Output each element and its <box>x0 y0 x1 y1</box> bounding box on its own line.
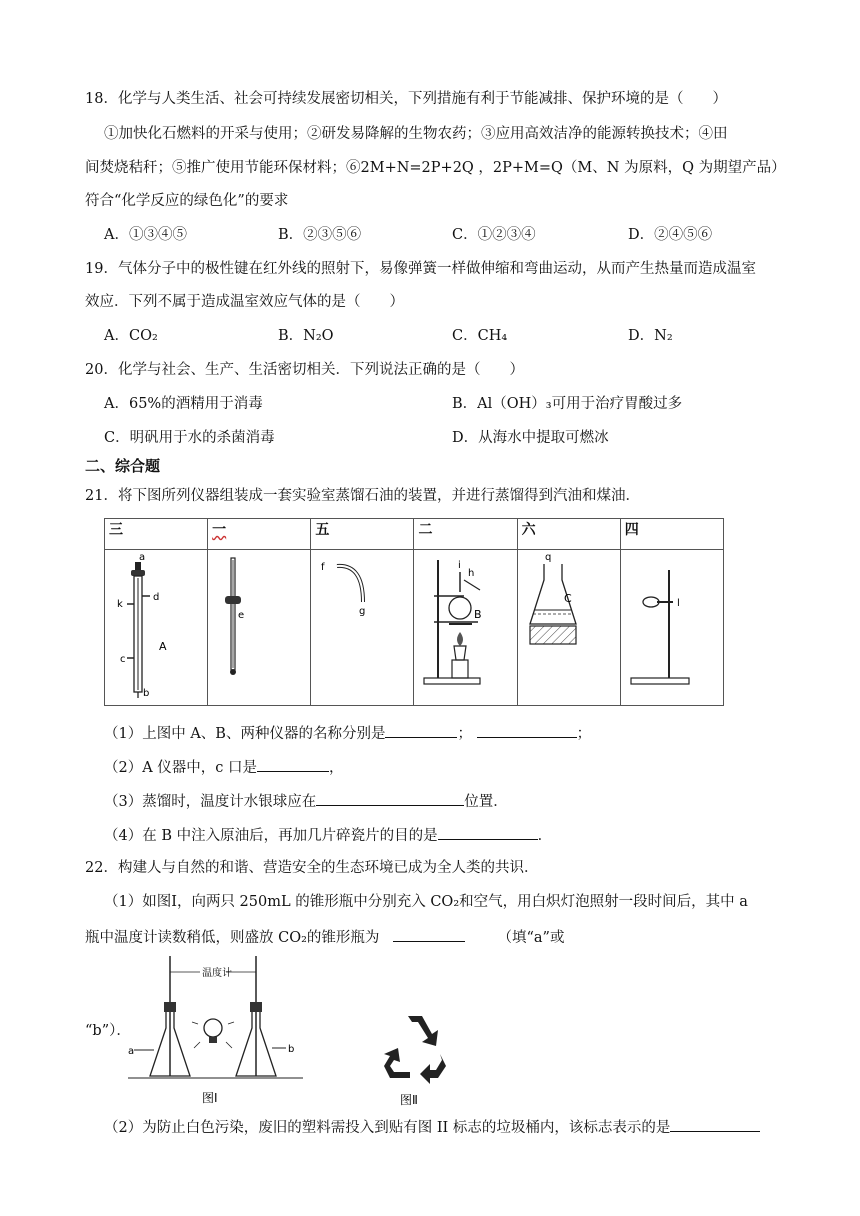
conical-flask-drawing <box>518 550 620 700</box>
q20-option-d: D．从海水中提取可燃冰 <box>452 430 609 446</box>
label-A: A <box>159 640 167 653</box>
thermometer-drawing <box>208 550 310 700</box>
flask-stand-cell <box>414 550 517 706</box>
q18-stem: 18．化学与人类生活、社会可持续发展密切相关，下列措施有利于节能减排、保护环境的是（ ） <box>85 91 727 107</box>
q21-part4: （4）在 B 中注入原油后，再加几片碎瓷片的目的是 ． <box>104 824 552 846</box>
label-b: b <box>143 688 150 699</box>
label-c: c <box>120 654 126 665</box>
figure-2 <box>380 1012 450 1108</box>
q19-option-d: D．N₂ <box>628 328 673 344</box>
q19-option-c: C．CH₄ <box>452 328 508 344</box>
q18-line2: ①加快化石燃料的开采与使用；②研发易降解的生物农药；③应用高效洁净的能源转换技术；④田 <box>104 126 728 142</box>
thermometer-cell <box>208 550 311 706</box>
figure-1-label-a: a <box>128 1046 135 1057</box>
figure-1-label-b: b <box>288 1044 295 1055</box>
label-B: B <box>474 608 483 621</box>
conical-flask-cell <box>517 550 620 706</box>
header-cell-2: 一 <box>208 519 311 550</box>
q22-part1-line2: 瓶中温度计读数稍低，则盛放 CO₂的锥形瓶为 （填“a”或 <box>85 926 564 948</box>
figure-1 <box>128 952 308 1108</box>
q22-part1-line1: （1）如图Ⅰ，向两只 250mL 的锥形瓶中分别充入 CO₂和空气，用白炽灯泡照射一段时间后，其中 a <box>104 894 748 910</box>
q21-part1: （1）上图中 A、B、两种仪器的名称分别是 ； ； <box>104 722 591 744</box>
apparatus-table <box>104 518 724 706</box>
flask-stand-drawing <box>414 550 516 700</box>
q21-stem: 21．将下图所列仪器组装成一套实验室蒸馏石油的装置，并进行蒸馏得到汽油和煤油． <box>85 488 640 504</box>
header-cell-1: 三 <box>105 519 208 550</box>
label-h: h <box>468 568 475 579</box>
header-cell-3: 五 <box>311 519 414 550</box>
q22-part2: （2）为防止白色污染，废旧的塑料需投入到贴有图 II 标志的垃圾桶内，该标志表示的是 <box>104 1116 760 1138</box>
q20-option-b: B．Al（OH）₃可用于治疗胃酸过多 <box>452 396 683 412</box>
label-g: g <box>359 606 366 617</box>
label-k: k <box>117 599 123 610</box>
figure-1-thermometer-label: 温度计 <box>202 968 232 979</box>
q18-line4: 符合“化学反应的绿色化”的要求 <box>85 193 289 209</box>
recycle-icon <box>384 1016 446 1084</box>
q20-option-c: C．明矾用于水的杀菌消毒 <box>104 430 275 446</box>
q20-stem: 20．化学与社会、生产、生活密切相关．下列说法正确的是（ ） <box>85 362 524 378</box>
q20-option-a: A．65%的酒精用于消毒 <box>104 396 263 412</box>
label-e: e <box>238 610 245 621</box>
iron-stand-cell <box>620 550 723 706</box>
q19-stem-1: 19．气体分子中的极性键在红外线的照射下，易像弹簧一样做伸缩和弯曲运动，从而产生热量而造成温室 <box>85 261 756 277</box>
header-cell-4: 二 <box>414 519 517 550</box>
q19-option-a: A．CO₂ <box>104 328 158 344</box>
iron-stand-drawing <box>621 550 723 700</box>
q22-part1-line3: “b”）． <box>85 1023 131 1039</box>
q18-option-b: B．②③⑤⑥ <box>278 227 362 243</box>
q18-line3: 间焚烧秸秆；⑤推广使用节能环保材料；⑥2M+N=2P+2Q ，2P+M=Q（M、N 为原料，Q 为期望产品） <box>85 160 786 176</box>
q18-option-d: D．②④⑤⑥ <box>628 227 713 243</box>
header-cell-5: 六 <box>517 519 620 550</box>
label-a: a <box>139 552 146 563</box>
label-q: q <box>544 552 551 563</box>
figure-2-caption: 图Ⅱ <box>400 1093 418 1107</box>
figure-1-caption: 图Ⅰ <box>202 1091 218 1105</box>
adapter-cell <box>311 550 414 706</box>
adapter-drawing <box>311 550 413 700</box>
q22-stem: 22．构建人与自然的和谐、营造安全的生态环境已成为全人类的共识． <box>85 860 539 876</box>
label-C: C <box>563 592 572 605</box>
condenser-cell <box>105 550 208 706</box>
condenser-drawing <box>105 550 207 700</box>
q21-part2: （2）A 仪器中，c 口是 ， <box>104 756 344 778</box>
label-d: d <box>153 592 160 603</box>
label-l: l <box>676 598 680 609</box>
header-cell-6: 四 <box>620 519 723 550</box>
q21-part3: （3）蒸馏时，温度计水银球应在 位置． <box>104 790 508 812</box>
label-i: i <box>458 560 462 571</box>
q18-option-c: C．①②③④ <box>452 227 536 243</box>
section-heading: 二、综合题 <box>85 457 161 475</box>
q19-option-b: B．N₂O <box>278 328 334 344</box>
label-f: f <box>321 562 325 573</box>
q18-option-a: A．①③④⑤ <box>104 227 187 243</box>
q19-stem-2: 效应．下列不属于造成温室效应气体的是（ ） <box>85 294 404 310</box>
